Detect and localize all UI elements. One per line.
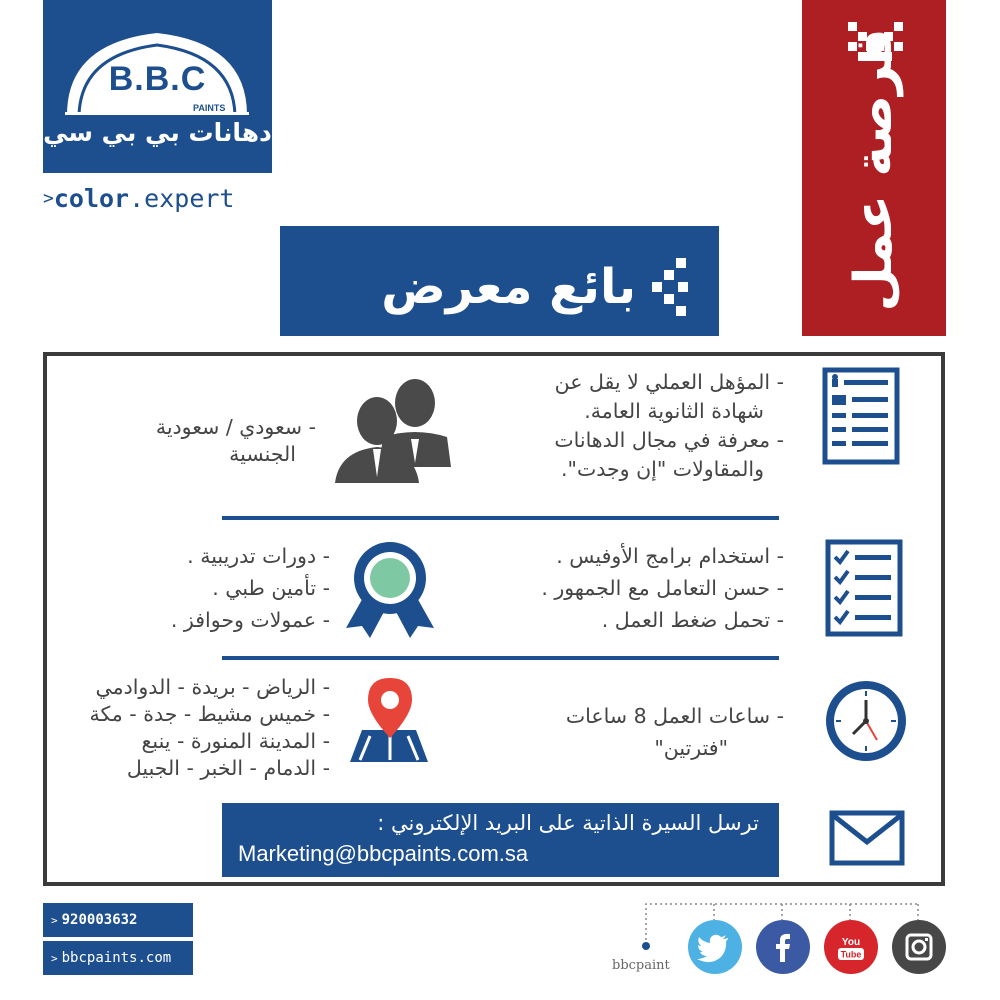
skill-line: - تحمل ضغط العمل .	[601, 608, 784, 632]
location-line: - الدمام - الخبر - الجبيل	[126, 756, 330, 780]
mail-icon	[829, 810, 905, 866]
location-line: - خميس مشيط - جدة - مكة	[89, 702, 330, 726]
phone-number[interactable]: 920003632	[61, 912, 138, 928]
checklist-icon	[825, 539, 903, 637]
award-ribbon-icon	[342, 540, 438, 638]
chevron-right-icon: >	[51, 914, 58, 927]
brand-sub: PAINTS	[193, 103, 226, 113]
tagline-suffix: .expert	[129, 184, 235, 213]
clock-icon	[823, 678, 909, 764]
qualification-line: - معرفة في مجال الدهانات	[554, 428, 784, 452]
brand-arabic: دهانات بي بي سي	[43, 118, 272, 147]
website-box	[43, 941, 193, 975]
qualification-line: شهادة الثانوية العامة.	[584, 399, 764, 423]
hours-line: "فترتين"	[654, 736, 728, 760]
qualifications-text	[554, 368, 784, 484]
job-title: بائع معرض	[381, 259, 636, 315]
email-box	[222, 803, 779, 877]
benefits-text	[171, 540, 330, 636]
svg-text:You: You	[841, 937, 861, 948]
benefit-line: - دورات تدريبية .	[187, 544, 330, 568]
email-label: ترسل السيرة الذاتية على البريد الإلكتروني :	[377, 811, 759, 835]
nationality-line: الجنسية	[229, 442, 296, 466]
banner-text: فرصة عمل	[844, 28, 904, 312]
benefit-line: - عمولات وحوافز .	[170, 608, 330, 632]
social-handle: bbcpaint	[612, 958, 670, 973]
nationality-line: - سعودي / سعودية	[155, 415, 316, 439]
skills-text	[541, 540, 784, 636]
hours-text	[566, 700, 784, 764]
brand-name: B.B.C	[108, 60, 207, 98]
qualification-line: والمقاولات "إن وجدت".	[561, 457, 764, 481]
skill-line: - حسن التعامل مع الجمهور .	[541, 576, 784, 600]
location-line: - الرياض - بريدة - الدوادمي	[95, 675, 330, 699]
phone-box	[43, 903, 193, 937]
chevron-right-icon: >	[51, 952, 58, 965]
qualification-line: - المؤهل العملي لا يقل عن	[554, 370, 784, 394]
map-pin-icon	[346, 674, 430, 766]
youtube-icon[interactable]	[824, 920, 878, 974]
location-line: - المدينة المنورة - ينبع	[141, 729, 330, 753]
resume-icon	[822, 367, 900, 465]
facebook-icon[interactable]	[756, 920, 810, 974]
nationality-text	[156, 414, 316, 468]
brand-logo	[43, 0, 272, 173]
instagram-icon[interactable]	[892, 920, 946, 974]
pixel-chevron-left-icon	[648, 258, 696, 320]
brand-tagline	[43, 184, 279, 213]
twitter-icon[interactable]	[688, 920, 742, 974]
svg-text:Tube: Tube	[840, 949, 862, 960]
people-icon	[333, 377, 451, 487]
hours-line: - ساعات العمل 8 ساعات	[565, 704, 784, 728]
section-divider	[222, 656, 779, 660]
tagline-prefix: color	[53, 184, 130, 213]
email-address-link[interactable]: Marketing@bbcpaints.com.sa	[238, 841, 529, 866]
website-link[interactable]: bbcpaints.com	[61, 950, 172, 966]
section-divider	[222, 516, 779, 520]
chevron-right-icon: >	[43, 188, 54, 209]
locations-text	[89, 674, 330, 782]
skill-line: - استخدام برامج الأوفيس .	[556, 544, 784, 568]
benefit-line: - تأمين طبي .	[212, 576, 330, 600]
